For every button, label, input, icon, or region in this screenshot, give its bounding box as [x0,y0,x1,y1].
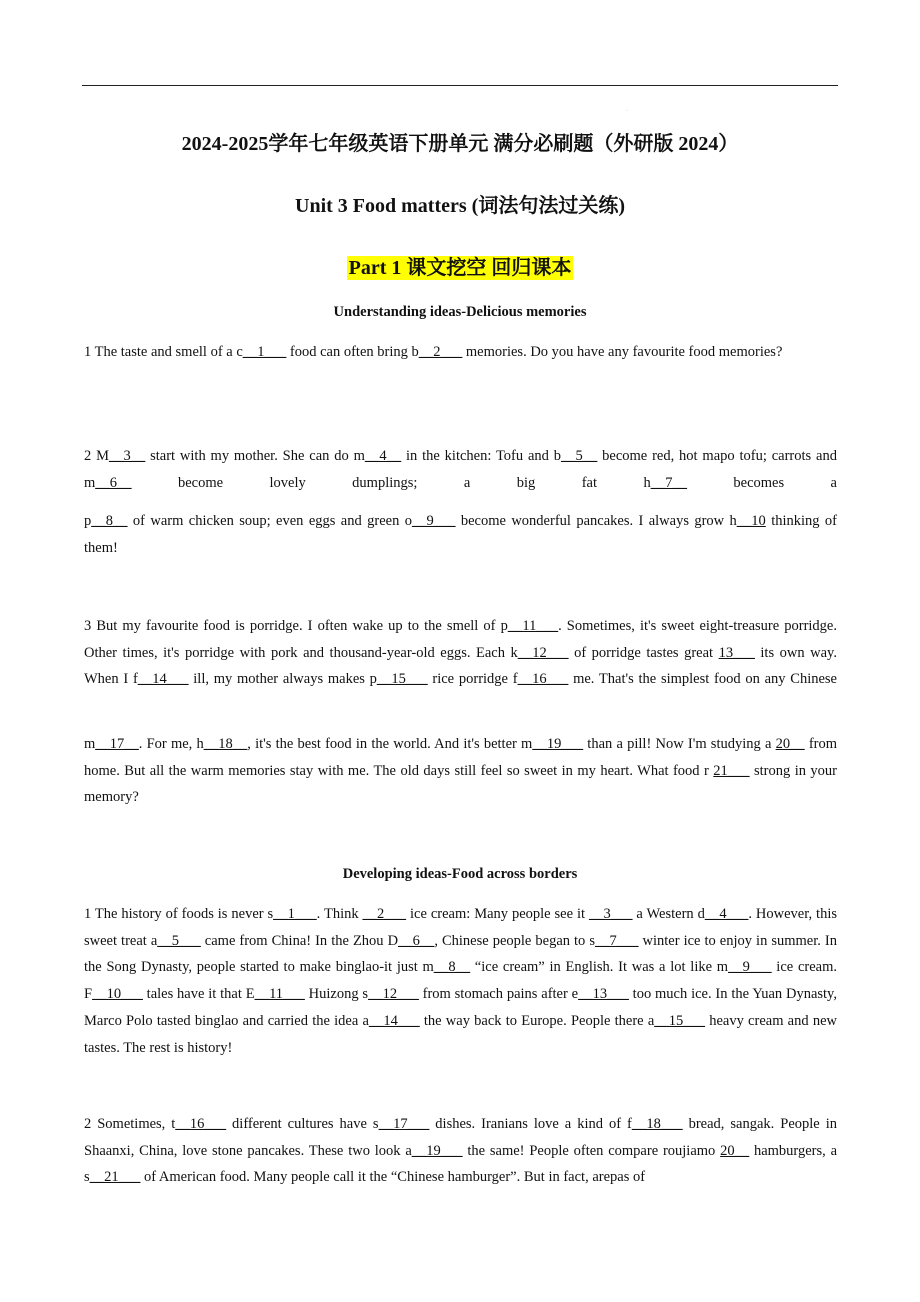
s2-paragraph-1 [84,901,837,1061]
answer-blank: __12___ [368,986,419,1003]
passage-text: rice porridge f [427,671,518,688]
answer-blank: __10___ [92,986,143,1003]
passage-text: of warm chicken soup; even eggs and green o [127,513,412,529]
answer-blank: __18__ [203,736,248,752]
passage-text: winter ice to enjoy in summer. In the Song Dynasty, people started to make binglao-it just m [84,932,837,976]
answer-blank: __12___ [517,644,569,661]
s1-paragraph-2a [84,443,837,496]
answer-blank: __21___ [89,1169,141,1186]
answer-blank: __6__ [398,932,435,949]
answer-blank: __16___ [517,671,569,688]
passage-text: of American food. Many people call it the “Chinese hamburger”. But in fact, arepas of [140,1169,646,1186]
passage-text: . However, this sweet treat a [84,906,837,949]
passage-text: its own way. When I f [84,644,837,688]
answer-blank: __8__ [91,513,128,529]
answer-blank: __17__ [95,736,139,752]
answer-blank: __8__ [433,959,471,976]
passage-text: memories. Do you have any favourite food memories? [462,344,783,360]
passage-text: than a pill! Now I'm studying a [583,736,776,752]
answer-blank: __7___ [594,932,639,949]
s1-paragraph-3b [84,731,837,811]
answer-blank: __6__ [95,474,132,491]
passage-text: , it's the best food in the world. And it's better m [247,736,533,752]
passage-text: the same! People often compare roujiamo [462,1142,721,1159]
answer-blank: __14___ [137,671,189,688]
passage-text: . Think [316,906,363,922]
answer-blank: __2___ [418,344,463,360]
answer-blank: __13___ [578,986,629,1003]
passage-text: of porridge tastes great [568,644,719,661]
passage-text: start with my mother. She can do m [145,448,365,464]
answer-blank: __18___ [631,1116,683,1132]
passage-text: from stomach pains after e [418,986,579,1003]
passage-text: dishes. Iranians love a kind of f [429,1116,632,1132]
answer-blank: __5__ [561,448,598,464]
passage-text: came from China! In the Zhou D [200,932,399,949]
header-rule [82,85,838,86]
passage-text: 1 The taste and smell of a c [84,344,243,360]
s1-paragraph-1 [84,339,837,366]
answer-blank: __4__ [364,448,402,464]
answer-blank: __9___ [411,513,456,529]
passage-text: becomes a [686,474,837,491]
answer-blank: __10 [736,513,766,529]
answer-blank: __17___ [378,1116,430,1132]
answer-blank: __1___ [242,344,287,360]
answer-blank: 13___ [718,644,755,661]
passage-text: , Chinese people began to s [434,932,595,949]
answer-blank: __3__ [109,448,146,464]
answer-blank: 21___ [713,762,750,779]
passage-text: hamburgers, a s [84,1142,838,1186]
passage-text: thinking of them! [84,513,837,556]
passage-text: . For me, h [138,736,204,752]
passage-text: different cultures have s [226,1116,379,1132]
passage-text: a Western d [632,906,705,922]
answer-blank: __9___ [728,959,772,976]
answer-blank: __14___ [368,1012,420,1029]
passage-text: heavy cream and new tastes. The rest is history! [84,1012,837,1056]
passage-text: me. That's the simplest food on any Chinese [568,671,837,688]
answer-blank: __19___ [532,736,584,752]
passage-text: in the kitchen: Tofu and b [401,448,562,464]
passage-text: food can often bring b [286,344,419,360]
part-title-highlight: Part 1 课文挖空 回归课本 [348,257,572,279]
passage-text: the way back to Europe. People there a [419,1012,655,1029]
section2-heading: Developing ideas-Food across borders [342,866,578,882]
answer-blank: __16___ [175,1116,227,1132]
answer-blank: __7__ [650,474,687,491]
answer-blank: __3___ [588,906,633,922]
passage-text: bread, sangak. People in Shaanxi, China, love stone pancakes. These two look a [84,1116,837,1159]
answer-blank: __11___ [507,618,559,634]
passage-text: too much ice. In the Yuan Dynasty, Marco Polo tasted binglao and carried the idea a [84,986,837,1029]
passage-text: tales have it that E [142,986,255,1003]
passage-text: from home. But all the warm memories stay with me. The old days still feel so sweet in my heart. What food r [84,736,838,779]
s1-paragraph-3a [84,613,837,693]
answer-blank: 20__ [775,736,805,752]
answer-blank: __1___ [273,906,317,922]
answer-blank: __2___ [362,906,407,922]
passage-text: p [84,513,92,529]
answer-blank: __11___ [254,986,305,1003]
unit-title: Unit 3 Food matters (词法句法过关练) [295,195,625,217]
answer-blank: __5___ [157,932,201,949]
passage-text: strong in your memory? [84,762,838,806]
answer-blank: __15___ [376,671,428,688]
passage-text: “ice cream” in English. It was a lot like m [470,959,729,976]
section1-heading: Understanding ideas-Delicious memories [333,304,587,320]
passage-text: . Sometimes, it's sweet eight-treasure porridge. Other times, it's porridge with pork and thousand-year-old eggs. Each k [84,618,837,661]
answer-blank: 20__ [720,1142,750,1159]
document-title: 2024-2025学年七年级英语下册单元 满分必刷题（外研版 2024） [181,133,739,155]
passage-text: ice cream. F [84,959,837,1003]
passage-text: ill, my mother always makes p [188,671,377,688]
passage-text: ice cream: Many people see it [406,906,589,922]
answer-blank: __19___ [411,1142,463,1159]
passage-text: m [84,736,96,752]
s1-paragraph-2b [84,508,837,561]
passage-text: Huizong s [304,986,369,1003]
passage-text: 3 But my favourite food is porridge. I often wake up to the smell of p [84,618,508,634]
part-title [0,251,920,280]
passage-text: 1 The history of foods is never s [84,906,274,922]
s2-paragraph-2 [84,1111,837,1191]
passage-text: become red, hot mapo tofu; carrots and m [84,448,837,491]
passage-text: become lovely dumplings; a big fat h [131,474,651,491]
passage-text: 2 M [84,448,109,464]
passage-text: 2 Sometimes, t [84,1116,176,1132]
answer-blank: __4___ [704,906,749,922]
passage-text: become wonderful pancakes. I always grow h [455,513,737,529]
answer-blank: __15___ [654,1012,706,1029]
header-dot: · [626,108,628,114]
